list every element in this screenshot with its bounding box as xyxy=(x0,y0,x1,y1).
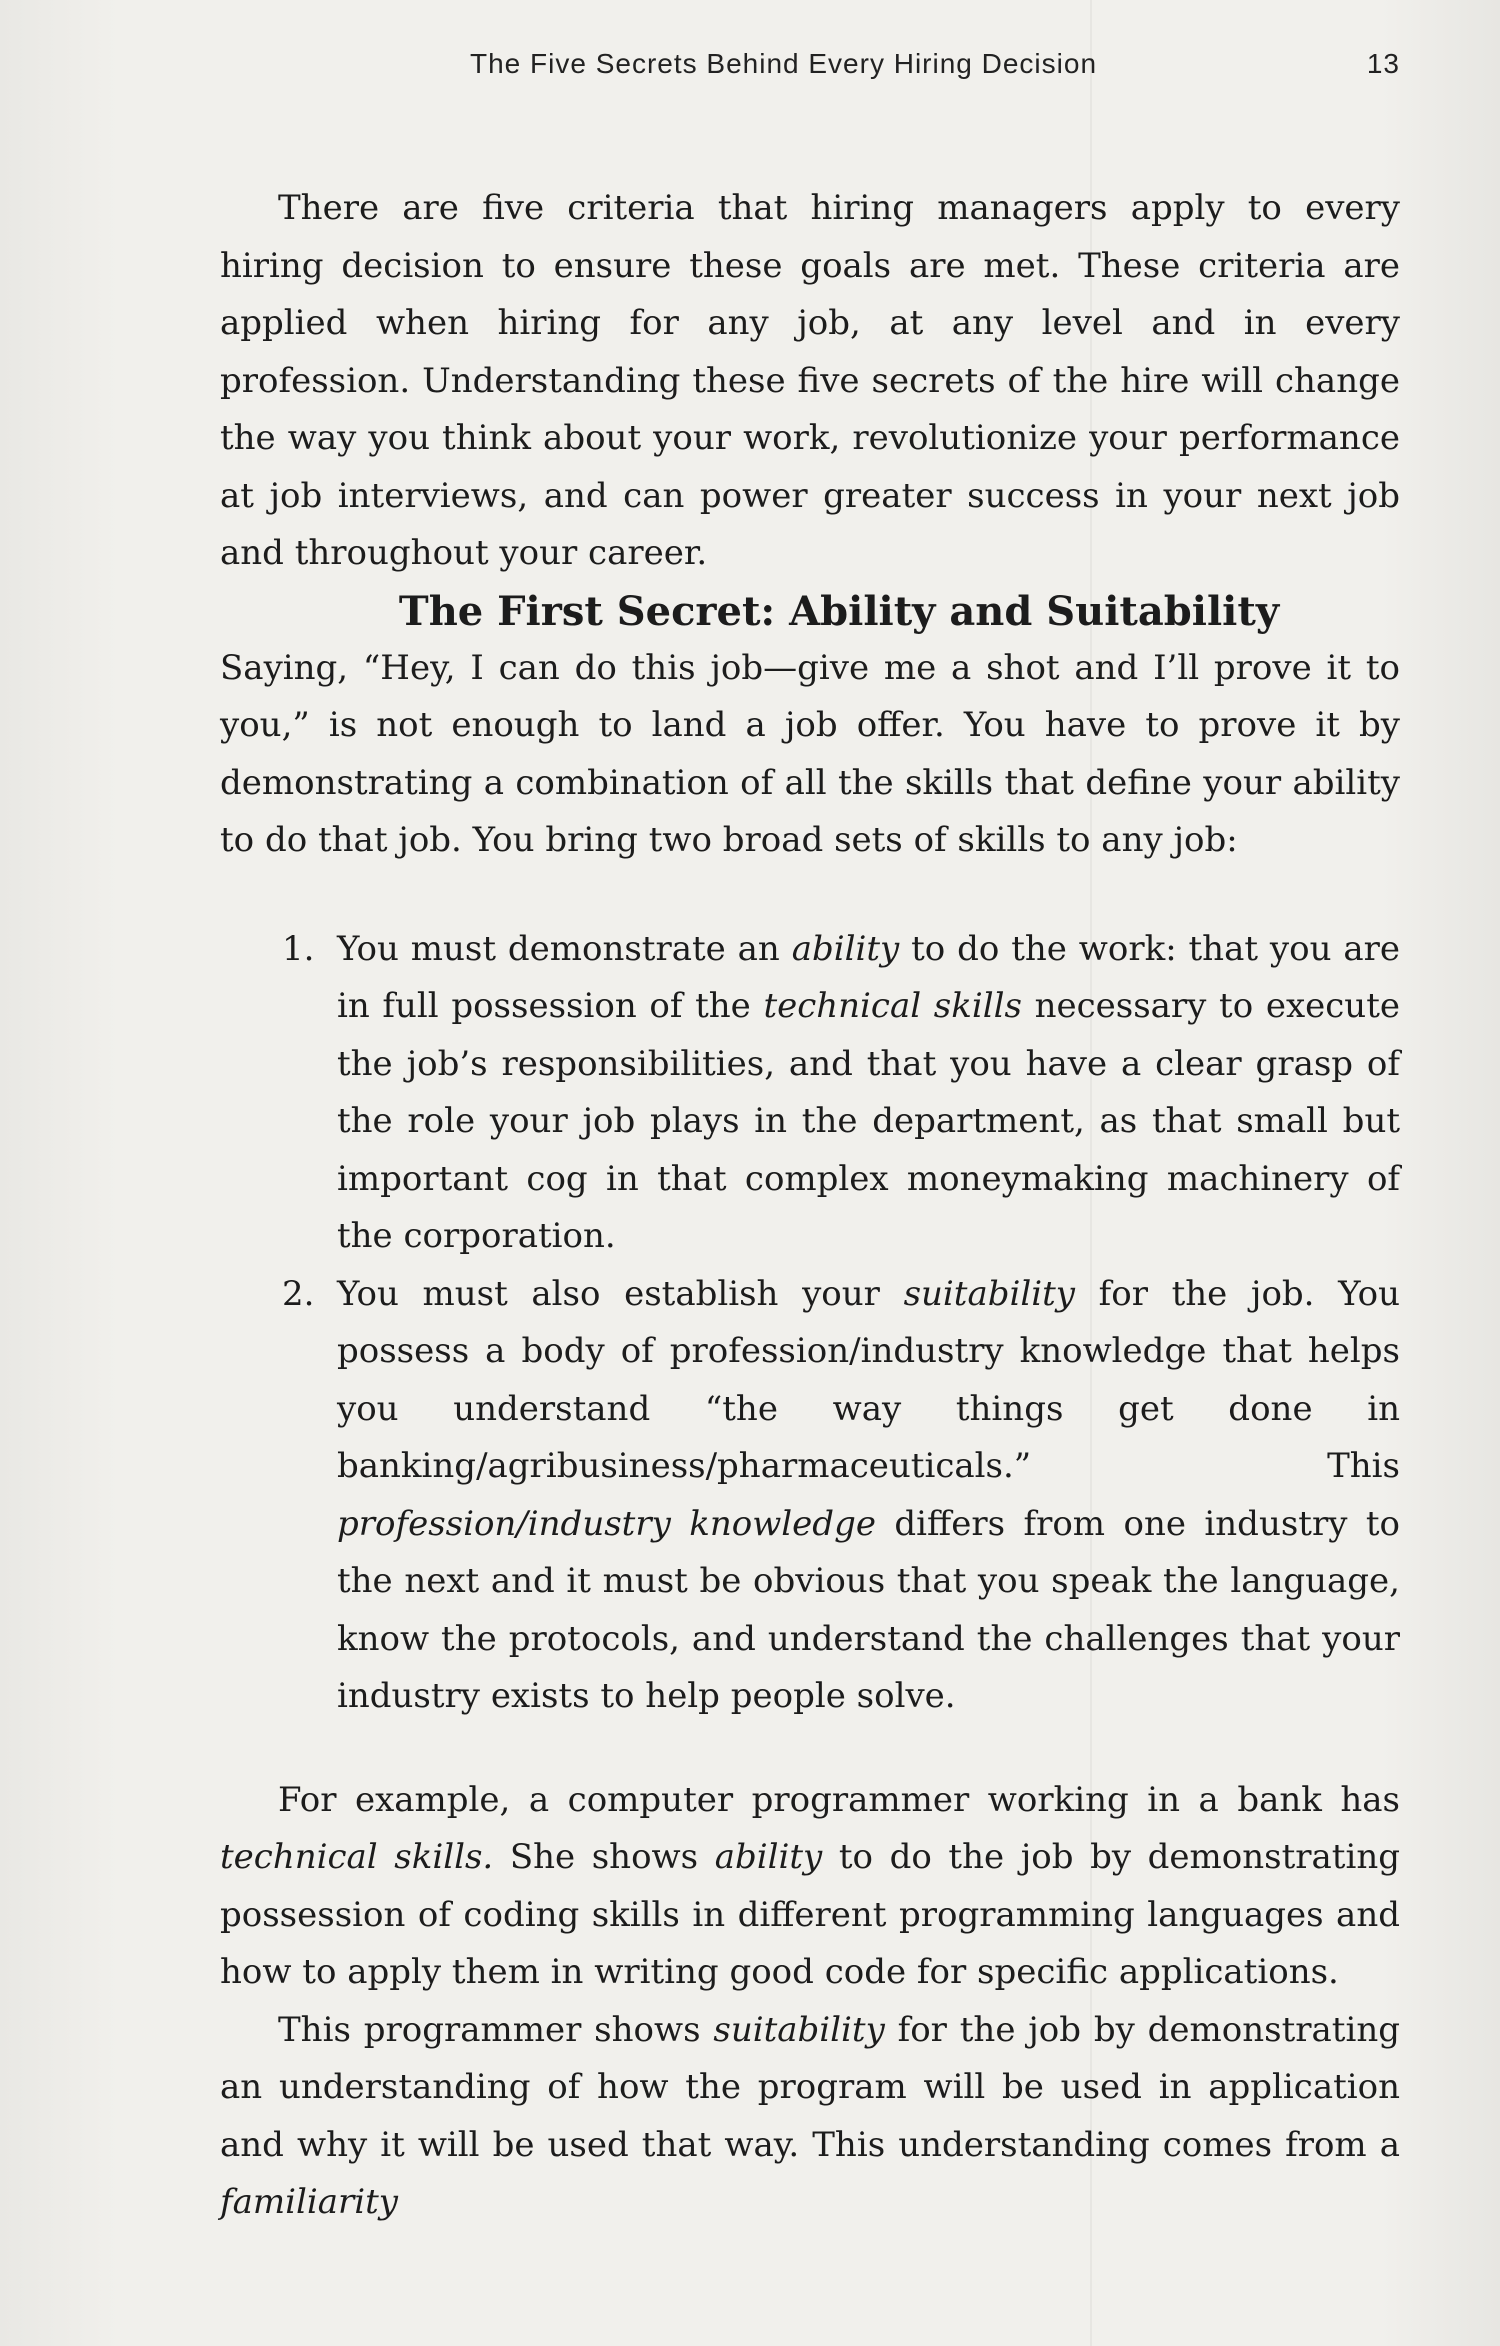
emphasis-suitability: suitability xyxy=(903,1273,1075,1314)
emphasis-technical-skills: technical skills xyxy=(763,986,1022,1026)
list-text: You must also establish your xyxy=(337,1273,904,1314)
paragraph-text: She shows xyxy=(493,1837,715,1877)
list-item xyxy=(220,921,1400,1266)
suitability-paragraph xyxy=(220,2002,1400,2232)
emphasis-ability: ability xyxy=(714,1837,823,1877)
list-text: differs from one industry to the next and it must be obvious that you speak the language, know the protocols, and understand the challenges that your industry exists to help people solve. xyxy=(337,1503,1400,1716)
section-heading: The First Secret: Ability and Suitability xyxy=(398,587,1280,635)
running-header xyxy=(220,48,1400,92)
paragraph-text: for the job by demonstrating an understanding of how the program will be used in application and why it will be used that way. This understanding comes from a xyxy=(220,2009,1400,2165)
emphasis-suitability: suitability xyxy=(713,2009,885,2050)
list-text: necessary to execute the job’s responsibilities, and that you have a clear grasp of the role your job plays in the department, as that small but important cog in that complex moneymaking machinery of the corporation. xyxy=(337,986,1400,1256)
example-paragraph xyxy=(220,1772,1400,2002)
emphasis-technical-skills: technical skills. xyxy=(220,1837,494,1877)
emphasis-industry-knowledge: profession/industry knowledge xyxy=(337,1503,876,1544)
list-text: to do the work: that you are in full possession of the xyxy=(337,928,1400,1026)
body-text xyxy=(220,180,1400,2232)
running-title: The Five Secrets Behind Every Hiring Decision xyxy=(470,48,1098,79)
list-item xyxy=(220,1266,1400,1726)
list-number: 2. xyxy=(282,1273,315,1314)
intro-paragraph: There are five criteria that hiring managers apply to every hiring decision to ensure these goals are met. These criteria are applied when hiring for any job, at any level and in every profession. Understanding these five secrets of the hire will change the way you think about your work, revolutionize your performance at job interviews, and can power greater success in your next job and throughout your career. xyxy=(220,188,1400,573)
emphasis-ability: ability xyxy=(791,928,900,969)
paragraph-text: For example, a computer programmer working in a bank has xyxy=(278,1779,1400,1820)
page-number: 13 xyxy=(1366,48,1400,79)
paragraph-text: This programmer shows xyxy=(278,2009,714,2050)
list-text: for the job. You possess a body of profession/industry knowledge that helps you understand “the way things get done in banking/agribusiness/pharmaceuticals.” This xyxy=(337,1273,1400,1486)
paragraph-text: to do the job by demonstrating possession of coding skills in different programming languages and how to apply them in writing good code for specific applications. xyxy=(220,1837,1400,1992)
list-text: You must demonstrate an xyxy=(337,928,792,969)
emphasis-familiarity: familiarity xyxy=(220,2182,398,2222)
list-number: 1. xyxy=(282,928,315,969)
skills-list xyxy=(220,921,1400,1726)
lead-paragraph: Saying, “Hey, I can do this job—give me a shot and I’ll prove it to you,” is not enough to land a job offer. You have to prove it by demonstrating a combination of all the skills that define your ability to do that job. You bring two broad sets of skills to any job: xyxy=(220,647,1400,860)
